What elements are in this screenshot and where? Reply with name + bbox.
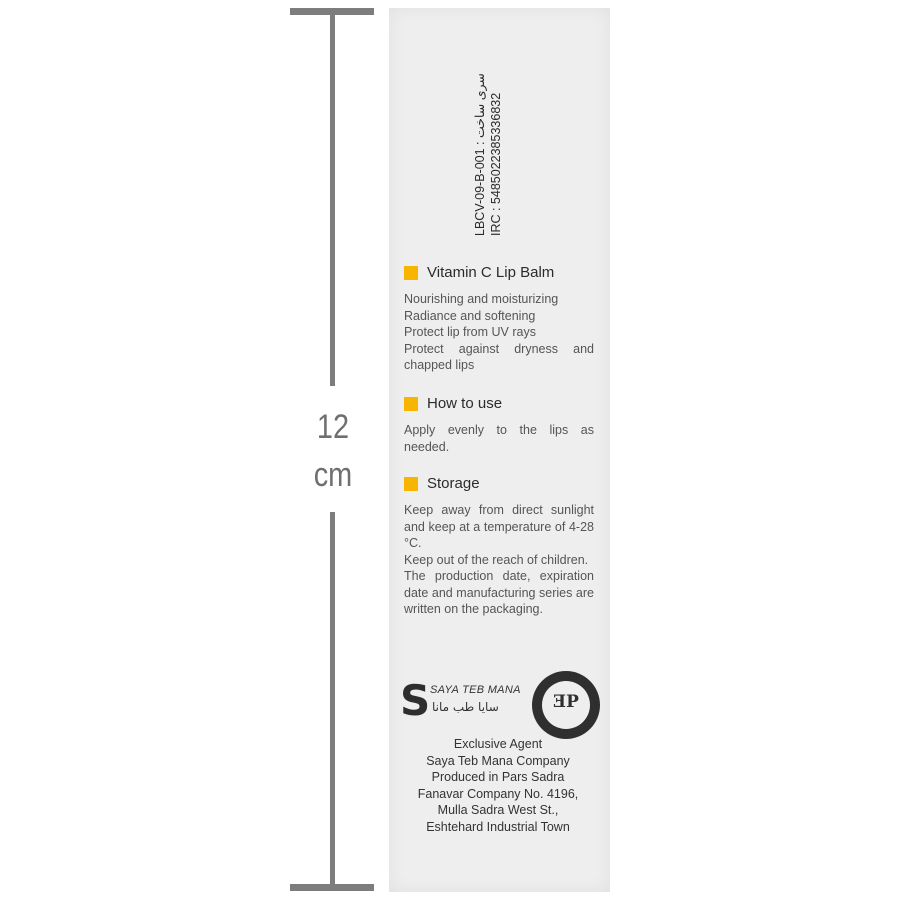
product-title-row bbox=[404, 264, 594, 281]
brand-name-en: SAYA TEB MANA bbox=[430, 684, 521, 696]
seal-mark: ƎP bbox=[553, 692, 579, 712]
brand-name-fa: سایا طب مانا bbox=[432, 700, 499, 714]
storage-text bbox=[404, 502, 594, 618]
brand-logo bbox=[400, 678, 520, 724]
product-title: Vitamin C Lip Balm bbox=[427, 264, 555, 281]
agent-line: Fanavar Company No. 4196, bbox=[417, 786, 579, 801]
agent-line: Mulla Sadra West St., bbox=[437, 803, 559, 817]
storage-section bbox=[404, 475, 594, 618]
square-bullet-icon bbox=[404, 266, 418, 280]
batch-code-line: LBCV-09-B-001 : سری ساخت bbox=[473, 73, 487, 236]
certification-seal-icon bbox=[532, 671, 600, 739]
benefit-line: Nourishing and moisturizing bbox=[404, 292, 559, 306]
irc-code-line: IRC : 5485022385336832 bbox=[489, 92, 503, 236]
agent-info bbox=[400, 736, 596, 835]
agent-line: Saya Teb Mana Company bbox=[426, 753, 570, 768]
storage-line: The production date, expiration date and manufacturing series are written on the packaging. bbox=[404, 569, 594, 616]
benefit-line: Radiance and softening bbox=[404, 308, 536, 323]
storage-title: Storage bbox=[427, 475, 480, 492]
usage-title: How to use bbox=[427, 395, 503, 412]
square-bullet-icon bbox=[404, 397, 418, 411]
agent-line: Eshtehard Industrial Town bbox=[426, 819, 570, 834]
product-benefits bbox=[404, 291, 594, 374]
usage-text bbox=[404, 422, 594, 455]
seal-center bbox=[542, 681, 590, 729]
square-bullet-icon bbox=[404, 477, 418, 491]
ruler-value: 12 bbox=[316, 408, 350, 446]
ruler-bottom-cap bbox=[290, 884, 374, 891]
ruler-line-upper bbox=[330, 12, 335, 386]
benefit-line: Protect against dryness and chapped lips bbox=[404, 341, 594, 372]
product-section bbox=[404, 264, 594, 374]
storage-title-row bbox=[404, 475, 594, 492]
saya-logo-icon: S bbox=[400, 676, 431, 725]
ruler-unit: cm bbox=[313, 456, 353, 494]
agent-line: Exclusive Agent bbox=[453, 737, 543, 751]
usage-title-row bbox=[404, 395, 594, 412]
usage-section bbox=[404, 395, 594, 455]
benefit-line: Protect lip from UV rays bbox=[404, 325, 536, 339]
ruler-line-lower bbox=[330, 512, 335, 886]
batch-codes bbox=[472, 73, 504, 236]
storage-line: Keep away from direct sunlight and keep at a temperature of 4-28 °C. bbox=[404, 503, 594, 550]
agent-line: Produced in Pars Sadra bbox=[431, 770, 565, 784]
usage-line: Apply evenly to the lips as needed. bbox=[404, 423, 594, 454]
storage-line: Keep out of the reach of children. bbox=[404, 552, 589, 567]
